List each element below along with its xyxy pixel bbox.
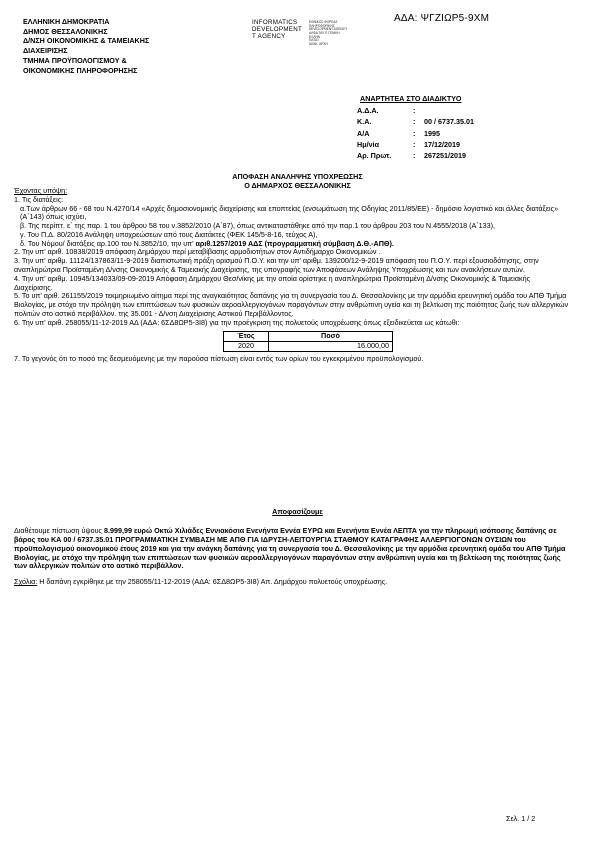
posted-online-title: ΑΝΑΡΤΗΤΕΑ ΣΤΟ ΔΙΑΔΙΚΤΥΟ <box>360 94 462 103</box>
ref-value: 17/12/2019 <box>424 139 460 149</box>
ref-key: Αρ. Πρωτ. <box>357 151 392 161</box>
intro-text: Έχοντας υπόψη: <box>14 186 68 195</box>
logo-small-text <box>309 21 347 47</box>
ref-row: Κ.Α. : 00 / 6737.35.01 <box>357 118 474 129</box>
item-2: 2. Την υπ' αριθ. 10838/2019 απόφαση Δημάρχου περί μεταβίβασης αρμοδιοτήτων στον Αντιδήμαρχο Οικονομικών . <box>14 247 381 257</box>
decision-text <box>14 527 574 571</box>
ada-code: ΑΔΑ: ΨΓΖΙΩΡ5-9ΧΜ <box>394 13 490 24</box>
agency-logo <box>252 20 362 50</box>
ref-key: Ημ/νία <box>357 139 379 149</box>
header-line: Δ/ΝΣΗ ΟΙΚΟΝΟΜΙΚΗΣ & ΤΑΜΕΙΑΚΗΣ <box>23 36 150 46</box>
decision-title-line: ΑΠΟΦΑΣΗ ΑΝΑΛΗΨΗΣ ΥΠΟΧΡΕΩΣΗΣ <box>232 172 363 181</box>
decides-title: Αποφασίζουμε <box>272 507 323 516</box>
item-5: 5. Το υπ' αριθ. 261155/2019 τεκμηριωμένο αίτημα περί της αναγκαιότητας δαπάνης για τη συνεργασία του Δ. Θεσσαλονίκης με την αρμόδια ερευνητική ομάδα του ΑΠΘ Τμήμα Βιολογίας, με στόχο την πρόληψη των επιπτώσεων των φυσικών αεροαλλεργιογόνων παραγόντων στην ανθρώπινη υγεία και τη βελτίωση της ποιότητας ζωής των αλλεργικών πολιτών στο αστικό περιβάλλον. της 35.001 - Δ/νση Διαχείρισης Αστικού Περιβάλλοντος. <box>14 291 569 318</box>
table-cell-year: 2020 <box>224 341 269 351</box>
amount-table <box>223 331 393 352</box>
logo-small-line: DEVELOPMENT AGENCY <box>309 27 348 32</box>
header-line: ΕΛΛΗΝΙΚΗ ΔΗΜΟΚΡΑΤΙΑ <box>23 17 110 26</box>
decision-text-bold: 8.999,99 ευρώ Οκτώ Χιλιάδες Εννιακόσια Ενενήντα Εννέα ΕΥΡΩ και Ενενήντα Εννέα ΛΕΠΤΑ για την πληρωμή ισόποσης δαπάνης σε βάρος του ΚΑ 00 / 6737.35.01 ΠΡΟΓΡΑΜΜΑΤΙΚΗ ΣΥΜΒΑΣΗ ΜΕ ΑΠΘ ΓΙΑ ΙΔΡΥΣΗ-ΛΕΙΤΟΥΡΓΙΑ ΣΤΑΘΜΟΥ ΚΑΤΑΓΡΑΦΗΣ ΑΛΛΕΡΓΙΟΓΟΝΩΝ ΟΥΣΙΩΝ του προϋπολογισμού οικονομικού έτους 2019 και για την ανάγκη δαπάνης για τη συνεργασία του Δ. Θεσσαλονίκης με την αρμόδια ερευνητική ομάδα του ΑΠΘ Τμήμα Βιολογίας, με στόχο την πρόληψη των επιπτώσεων των φυσικών αεροαλλεργιογόνων παραγόντων στην ανθρώπινη υγεία και τη βελτίωση της ποιότητας ζωής των αλλεργικών πολιτών στο αστικό περιβάλλον. <box>14 526 566 571</box>
logo-small-line: ΠΛΗΡΟΦΟΡΙΚΗΣ <box>309 23 335 28</box>
table-cell-amount: 16.000,00 <box>269 341 393 351</box>
ref-row: Α.Δ.Α. : <box>357 107 474 118</box>
header-line: ΔΙΑΧΕΙΡΙΣΗΣ <box>23 46 68 56</box>
item-1a: α.Των άρθρων 66 - 68 του Ν.4270/14 «Αρχές δημοσιονομικής διαχείρισης και εποπτείας (ενσωμάτωση της Οδηγίας 2011/85/ΕΕ) - δημόσιο λογιστικό και άλλες διατάξεις» (Α΄143) όπως ισχύει, <box>20 203 559 222</box>
item-1b: β. Της περίπτ. ε΄ της παρ. 1 του άρθρου 58 του ν.3852/2010 (Α΄87), όπως αντικαταστάθηκε από την παρ.1 του άρθρου 203 του Ν.4555/2018 (Α΄133), <box>20 221 496 231</box>
ref-key: Κ.Α. <box>357 117 372 127</box>
decision-text-plain: Διαθέτουμε πίστωση ύψους <box>14 526 104 536</box>
remarks <box>14 578 574 587</box>
ref-key: Α/Α <box>357 128 370 138</box>
header-line: ΤΜΗΜΑ ΠΡΟΫΠΟΛΟΓΙΣΜΟΥ & <box>23 55 127 65</box>
remarks-label: Σχόλια: <box>14 577 38 587</box>
mayor-title-line: Ο ΔΗΜΑΡΧΟΣ ΘΕΣΣΑΛΟΝΙΚΗΣ <box>244 181 351 190</box>
page-number: Σελ. 1 / 2 <box>506 814 536 823</box>
considerations <box>14 187 569 363</box>
table-header: Έτος <box>224 331 269 341</box>
reference-block <box>357 107 474 163</box>
logo-small-line: ΔΙΟΙΚ. ΑΡΧΗ <box>309 42 328 47</box>
item-6: 6. Την υπ' αριθ. 258055/11-12-2019 ΑΔ (ΑΔΑ: 6ΣΔ8ΩΡ5-3Ι8) για την προέγκριση της πολυετούς υποχρέωσης όπως εξειδικεύεται ως κάτωθι: <box>14 317 460 327</box>
logo-small-line: ΕΘΝΙΚΟΣ ΦΟΡΕΑΣ <box>309 20 338 24</box>
ref-value: 00 / 6737.35.01 <box>424 117 474 127</box>
ref-value: 267251/2019 <box>424 151 466 161</box>
logo-line: T AGENCY <box>252 32 286 40</box>
logo-small-line: ΕΛΛΗΝ <box>309 34 320 39</box>
item-1c: γ. Του Π.Δ. 80/2016 Ανάληψη υποχρεώσεων από τους Διατάκτες (ΦΕΚ 145/5-8-16, τεύχος Α), <box>20 229 318 239</box>
header-line: ΔΗΜΟΣ ΘΕΣΣΑΛΟΝΙΚΗΣ <box>23 26 108 36</box>
ref-row: Α/Α : 1995 <box>357 130 474 141</box>
table-header: Ποσό <box>269 331 393 341</box>
logo-line: DEVELOPMENT <box>252 25 303 33</box>
logo-small-line: ΠΑΤΑΞ <box>309 38 320 43</box>
item-3: 3. Την υπ' αριθμ. 11124/137863/11-9-2019 διαπιστωτική πράξη ορισμού Π.Ο.Υ. και την υπ' αριθμ. 139200/12-9-2019 απόφαση του Π.Ο.Υ. περί εξουσιοδότησης, στην αναπληρώτρια Προϊσταμένη Δ/νσης Οικονομικής & Ταμειακής Διαχείρισης, της υπογραφής των Αποφάσεων Ανάληψης Υποχρέωσης και των ανακλήσεων αυτών. <box>14 256 539 275</box>
item-7: 7. Το γεγονός ότι το ποσό της δεσμευόμενης με την παρούσα πίστωση είναι εντός των ορίων του εγκεκριμένου προϋπολογισμού. <box>14 353 424 363</box>
table-header-row <box>224 331 393 341</box>
decision-body <box>14 520 574 594</box>
ref-key: Α.Δ.Α. <box>357 106 379 115</box>
ref-value: 1995 <box>424 128 440 138</box>
item-1d-text: δ. Του Νόμου/ διατάξεις αρ.100 του Ν.3852/10, την υπ' <box>20 238 196 248</box>
logo-line: INFORMATICS <box>252 19 298 26</box>
table-row <box>224 341 393 351</box>
item-4: 4. Την υπ' αριθμ. 10945/134033/09-09-2019 Απόφαση Δημάρχου Θεσ/νίκης με την οποία ορίστηκε η αναπληρώτρια Προϊσταμένη Δ/νσης Οικονομικής & Ταμειακής Διαχείρισης. <box>14 273 531 292</box>
header-line: ΟΙΚΟΝΟΜΙΚΗΣ ΠΛΗΡΟΦΟΡΗΣΗΣ <box>23 65 138 75</box>
issuer-header <box>23 17 213 75</box>
item-1d-bold: αριθ.1257/2019 ΑΔΣ (προγραμματική σύμβαση Δ.Θ.-ΑΠΘ). <box>195 238 394 248</box>
logo-small-line: ΑΛΦΑ ΤΑΥ Π ΓΕΝΙΚΗ <box>309 31 340 36</box>
ref-row: Ημ/νία : 17/12/2019 <box>357 141 474 152</box>
item-1-label: 1. Τις διατάξεις: <box>14 194 64 204</box>
ref-row: Αρ. Πρωτ. : 267251/2019 <box>357 152 474 163</box>
remarks-text: Η δαπάνη εγκρίθηκε με την 258055/11-12-2019 (ΑΔΑ: 6ΣΔ8ΩΡ5-3Ι8) Απ. Δημάρχου πολυετούς υποχρέωσης. <box>37 577 388 587</box>
